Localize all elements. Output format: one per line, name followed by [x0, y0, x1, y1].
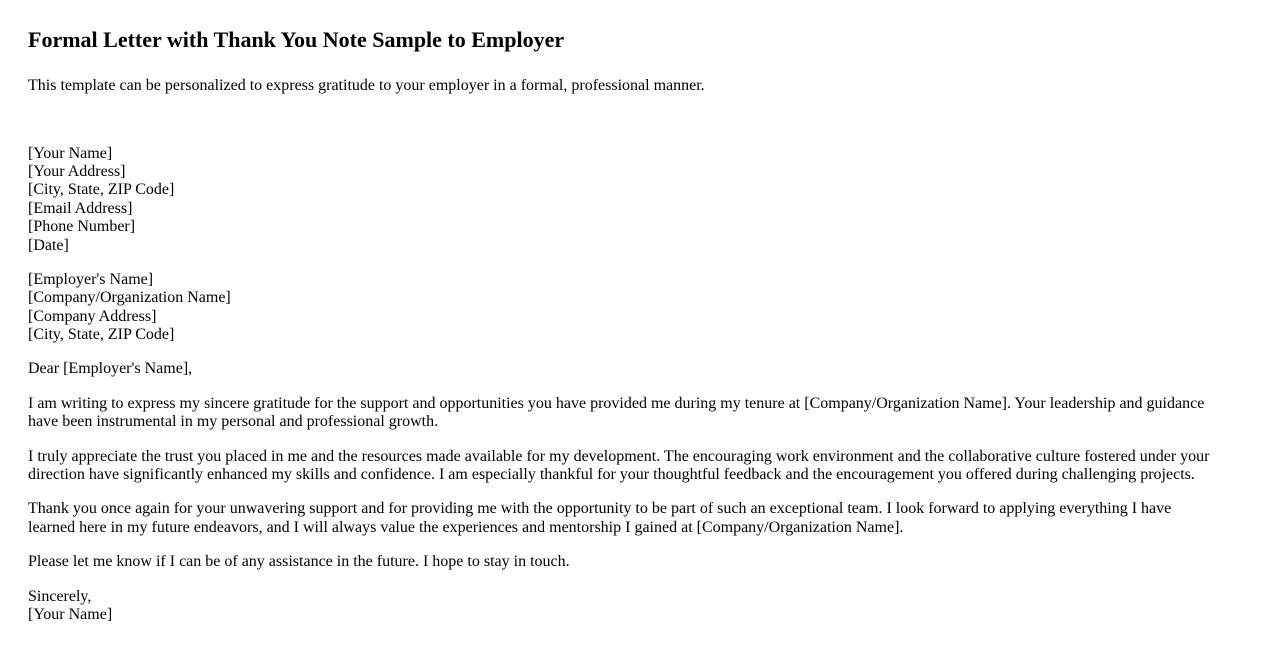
body-paragraph-1: I am writing to express my sincere gratitude for the support and opportunities you have provided me during my tenure at [Company/Organization Name]. Your leadership and guidance have been instrumental in my personal and professional growth.	[28, 394, 1205, 431]
body-paragraph-3: Thank you once again for your unwavering support and for providing me with the opportunity to be part of such an exceptional team. I look forward to applying everything I have learned here in my future endeavors, and I will always value the experiences and mentorship I gained at [Company/Organization Name].	[28, 500, 1172, 536]
body-paragraph-2: I truly appreciate the trust you placed in me and the resources made available for my development. The encouraging work environment and the collaborative culture fostered under your direction have significantly enhanced my skills and confidence. I am especially thankful for your thoughtful feedback and the encouragement you offered during challenging projects.	[28, 447, 1210, 484]
page-title: Formal Letter with Thank You Note Sample to Employer	[28, 27, 565, 52]
recipient-city-line: [City, State, ZIP Code]	[28, 326, 175, 344]
recipient-address-line: [Company Address]	[28, 307, 157, 325]
salutation-line: Dear [Employer's Name],	[28, 360, 193, 378]
sender-date-line: [Date]	[28, 236, 69, 254]
signature-block	[28, 588, 1222, 625]
recipient-name-line: [Employer's Name]	[28, 270, 154, 288]
closing-line: Sincerely,	[28, 587, 92, 605]
recipient-company-line: [Company/Organization Name]	[28, 289, 231, 307]
sender-email-line: [Email Address]	[28, 199, 133, 217]
page-subtitle: This template can be personalized to express gratitude to your employer in a formal, professional manner.	[28, 77, 705, 95]
sender-name-line: [Your Name]	[28, 144, 113, 162]
body-paragraph-4: Please let me know if I can be of any assistance in the future. I hope to stay in touch.	[28, 553, 570, 571]
sender-address-line: [Your Address]	[28, 162, 126, 180]
sender-address-block	[28, 145, 1222, 255]
signature-line: [Your Name]	[28, 606, 113, 623]
sender-phone-line: [Phone Number]	[28, 218, 136, 236]
recipient-address-block	[28, 271, 1222, 345]
sender-city-line: [City, State, ZIP Code]	[28, 181, 175, 199]
